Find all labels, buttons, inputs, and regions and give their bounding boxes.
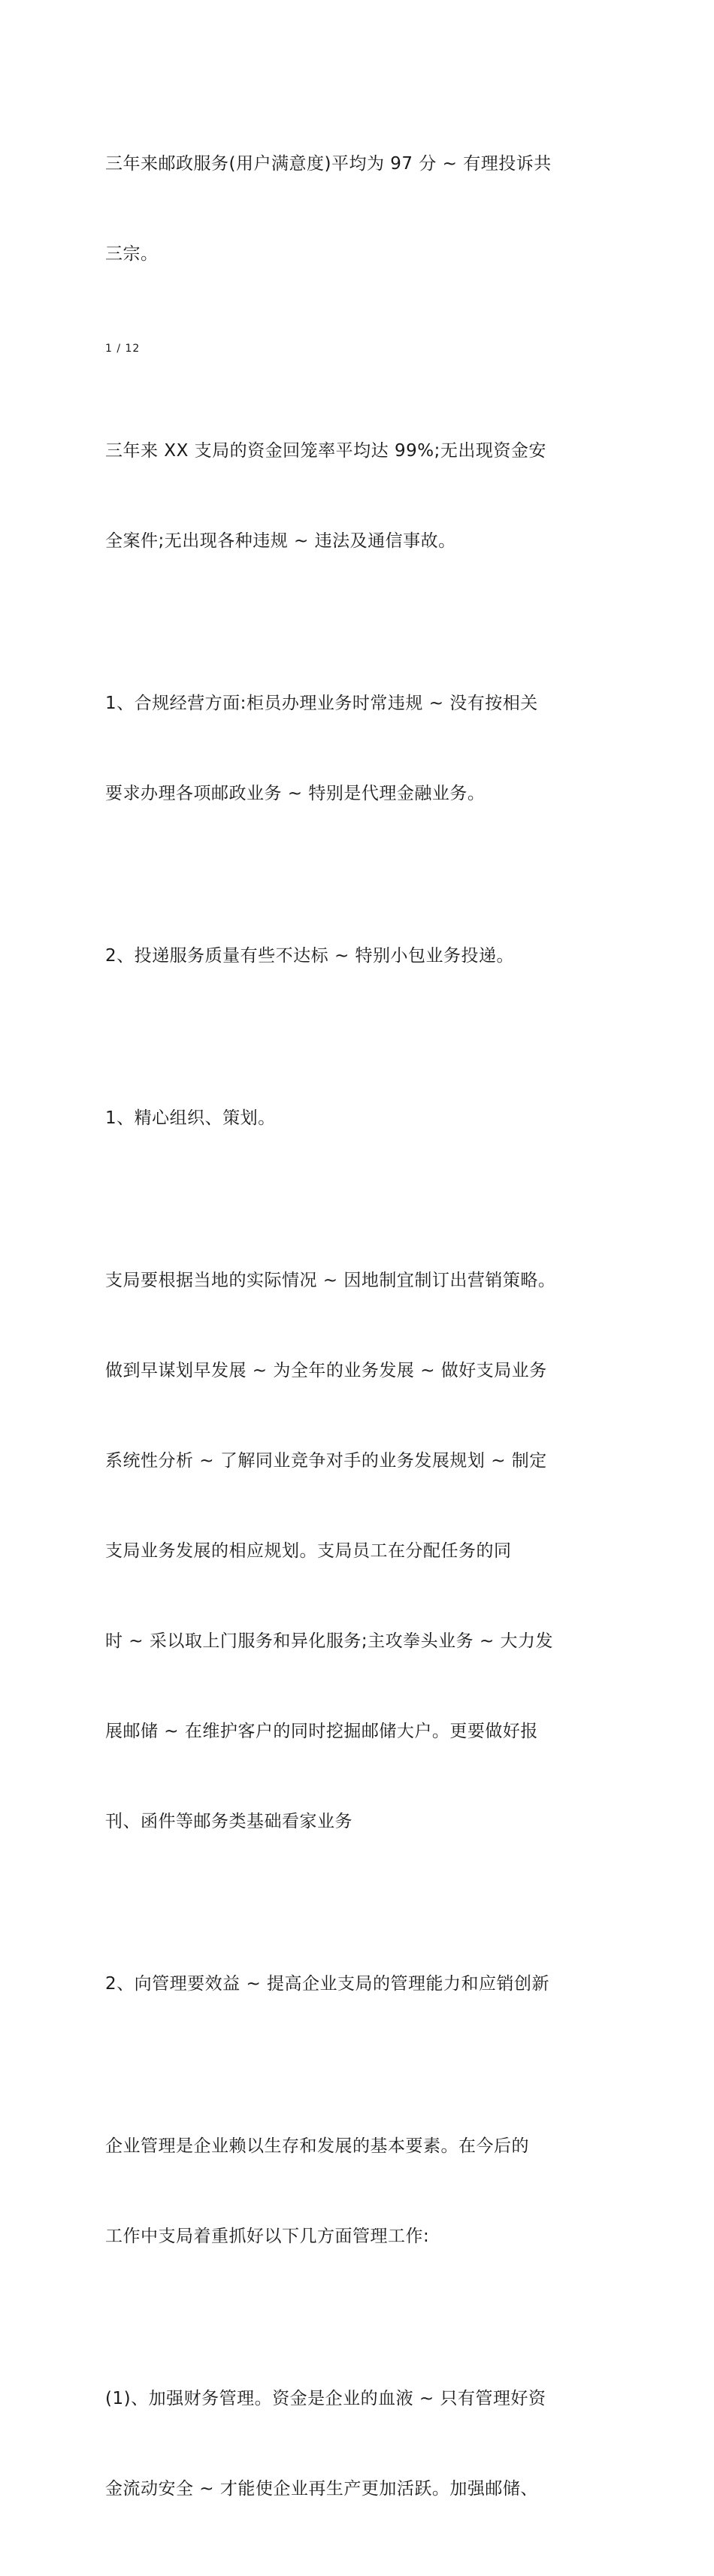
paragraph-financial-management (105, 2324, 616, 2564)
text-line: 系统性分析 ~ 了解同业竞争对手的业务发展规划 ~ 制定 (105, 1451, 547, 1471)
document-page (105, 89, 616, 2576)
text-line: 三年来 XX 支局的资金回笼率平均达 99%;无出现资金安 (105, 441, 546, 461)
text-line: 要求办理各项邮政业务 ~ 特别是代理金融业务。 (105, 784, 486, 803)
text-line: 展邮储 ~ 在维护客户的同时挖掘邮储大户。更要做好报 (105, 1722, 538, 1741)
paragraph-capital-recovery (105, 376, 616, 616)
text-line: 企业管理是企业赖以生存和发展的基本要素。在今后的 (105, 2136, 529, 2156)
text-line: (1)、加强财务管理。资金是企业的血液 ~ 只有管理好资 (105, 2389, 546, 2408)
text-line: 支局业务发展的相应规划。支局员工在分配任务的同 (105, 1541, 512, 1561)
text-line: 做到早谋划早发展 ~ 为全年的业务发展 ~ 做好支局业务 (105, 1361, 547, 1380)
paragraph-satisfaction (105, 89, 616, 329)
text-line: 工作中支局着重抓好以下几方面管理工作: (105, 2227, 430, 2246)
text-line: 刊、函件等邮务类基础看家业务 (105, 1812, 352, 1831)
paragraph-marketing-strategy (105, 1205, 616, 1897)
text-line: 2、投递服务质量有些不达标 ~ 特别小包业务投递。 (105, 946, 515, 966)
text-line: 三宗。 (105, 244, 159, 264)
text-line: 支局要根据当地的实际情况 ~ 因地制宜制订出营销策略。 (105, 1271, 556, 1290)
text-line: 1、合规经营方面:柜员办理业务时常违规 ~ 没有按相关 (105, 694, 538, 713)
text-line: 金流动安全 ~ 才能使企业再生产更加活跃。加强邮储、 (105, 2479, 538, 2499)
page-number: 1 / 12 (105, 343, 141, 355)
text-line: 2、向管理要效益 ~ 提高企业支局的管理能力和应销创新 (105, 1974, 550, 1994)
text-line: 1、精心组织、策划。 (105, 1108, 276, 1128)
text-line: 全案件;无出现各种违规 ~ 违法及通信事故。 (105, 531, 456, 551)
paragraph-delivery-quality (105, 881, 616, 1031)
paragraph-enterprise-management (105, 2071, 616, 2311)
text-line: 三年来邮政服务(用户满意度)平均为 97 分 ~ 有理投诉共 (105, 154, 552, 174)
text-line: 时 ~ 采以取上门服务和异化服务;主攻拳头业务 ~ 大力发 (105, 1631, 554, 1651)
paragraph-management-efficiency (105, 1909, 616, 2059)
paragraph-compliance (105, 628, 616, 869)
paragraph-organize-plan (105, 1043, 616, 1193)
